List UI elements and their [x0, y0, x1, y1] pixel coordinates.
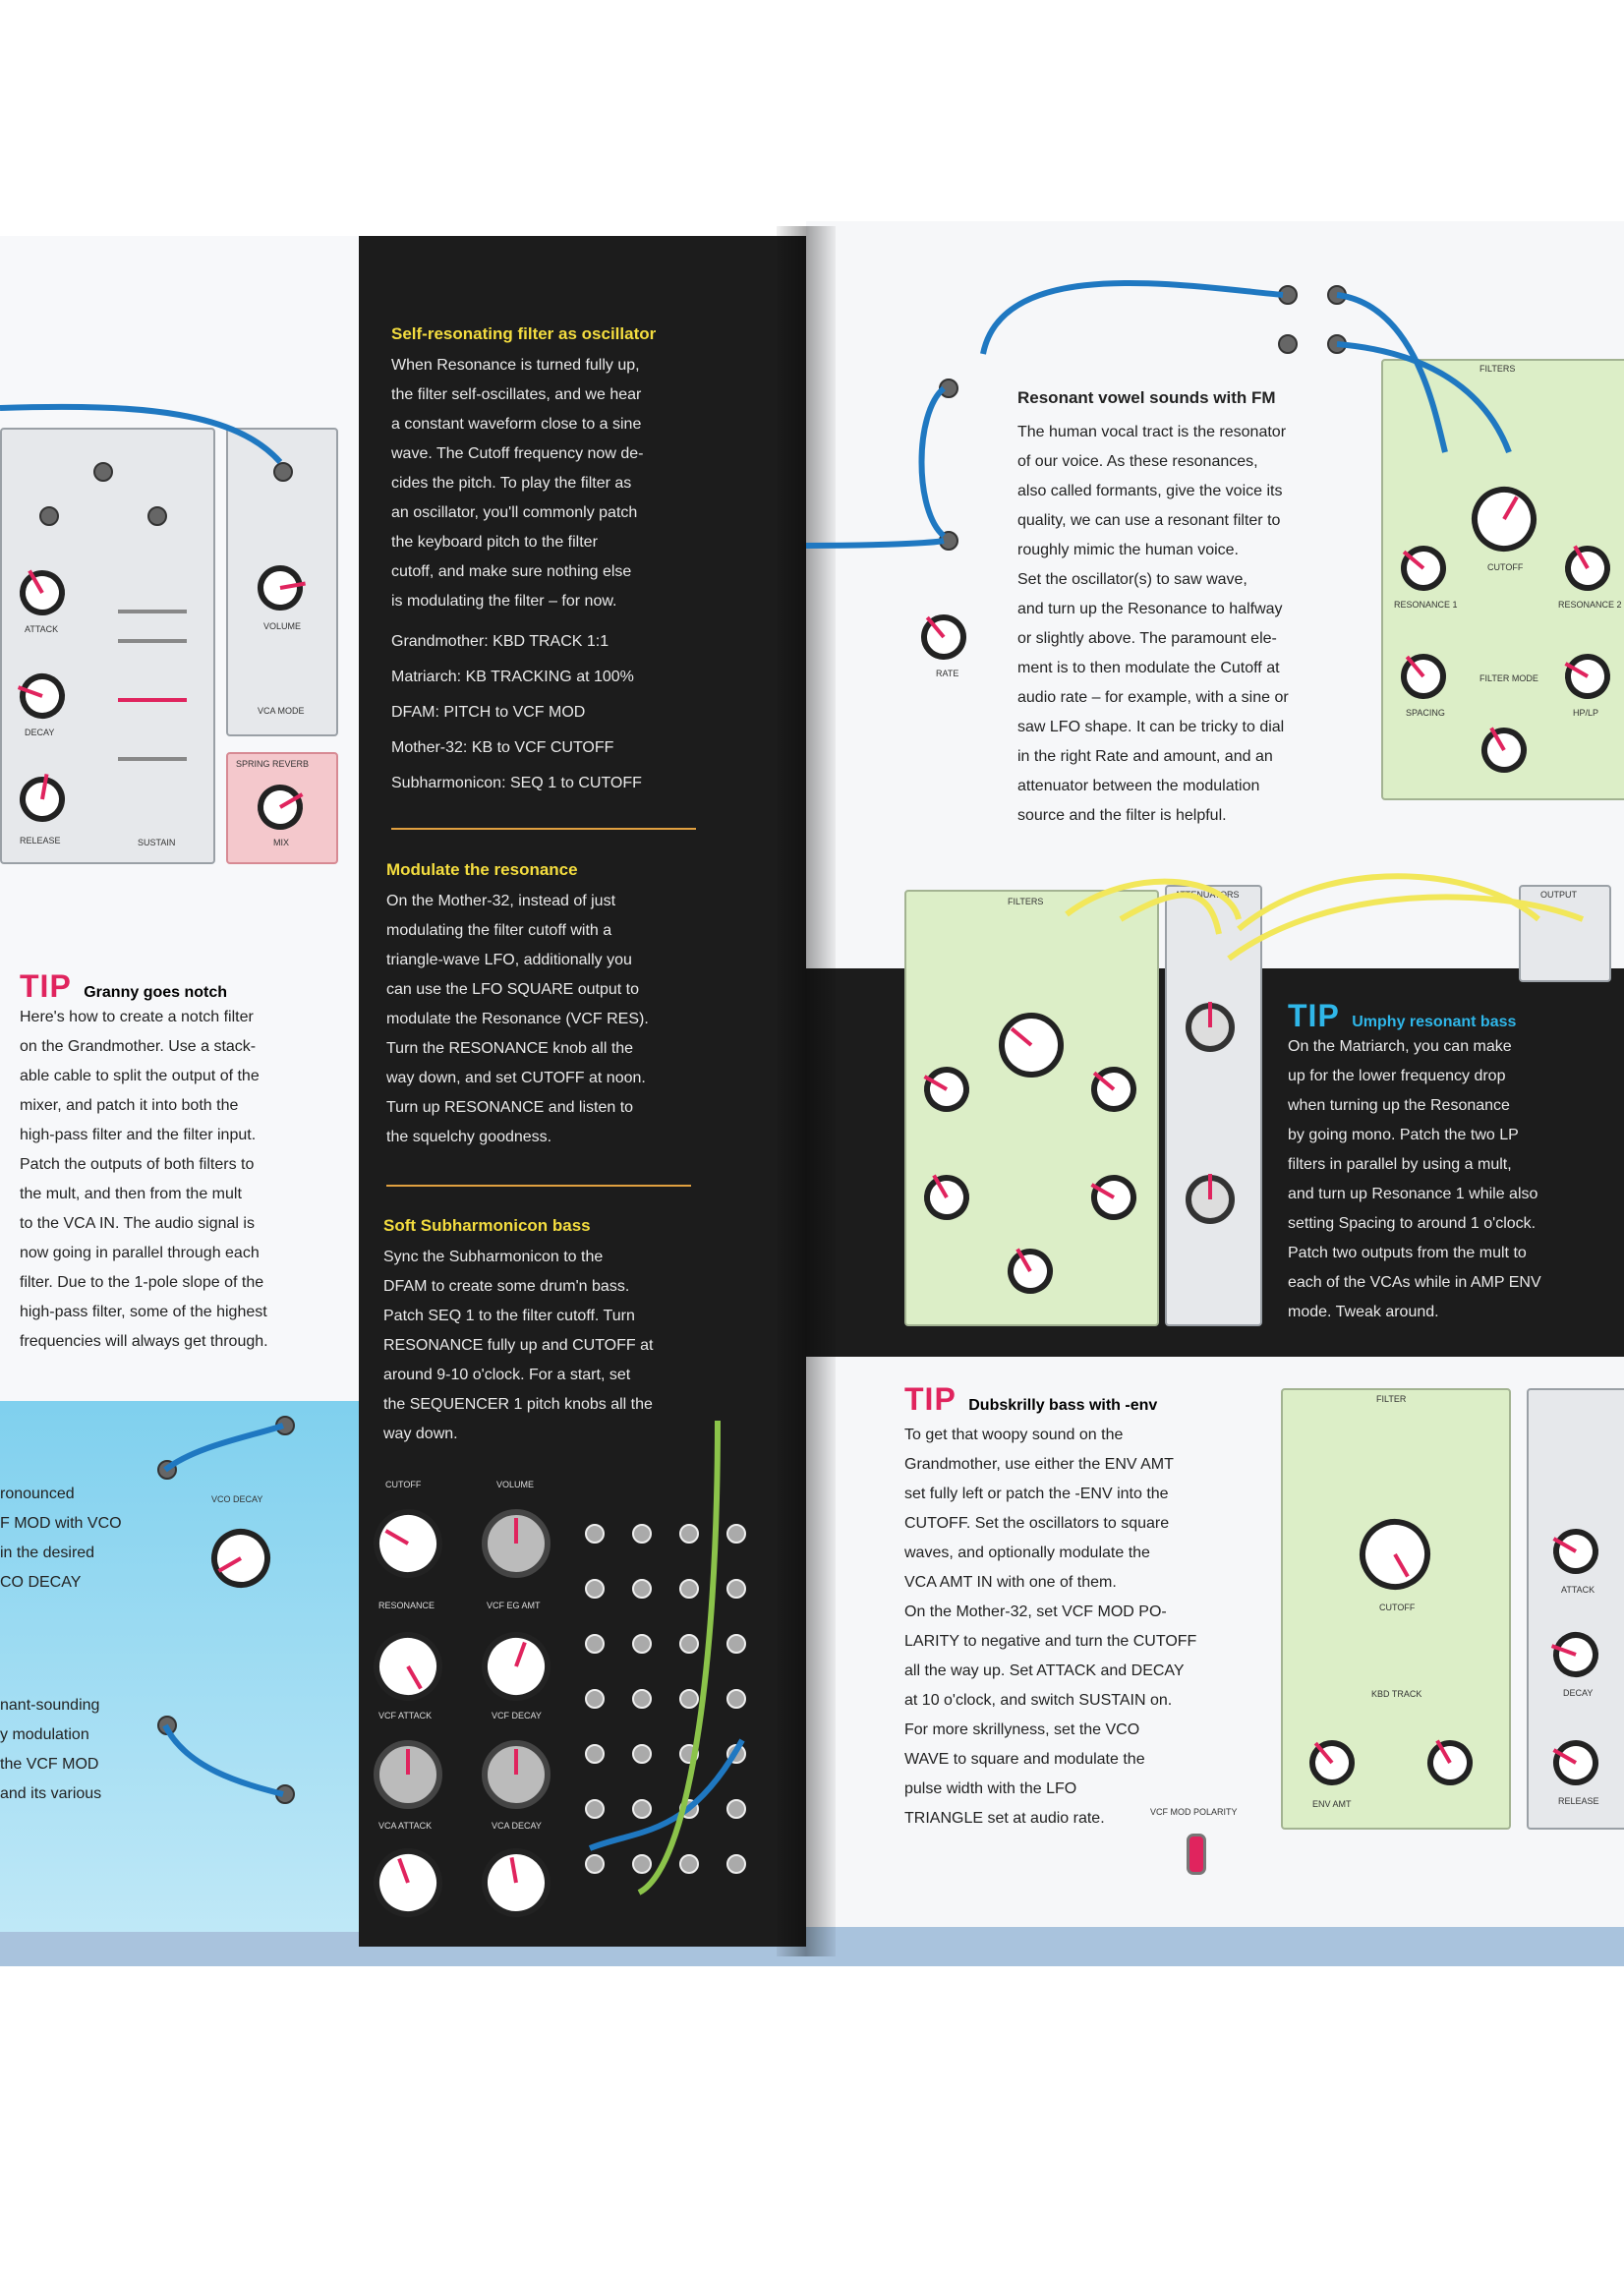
attack-label: ATTACK	[1561, 1585, 1595, 1595]
blue-cable[interactable]	[922, 388, 945, 536]
yellow-cable[interactable]	[1121, 895, 1219, 934]
attack-label: ATTACK	[25, 624, 59, 634]
filters-label: FILTERS	[1479, 364, 1516, 374]
tip-label: TIP	[20, 968, 72, 1004]
self-res-body: When Resonance is turned fully up, the filter self-oscillates, and we hear a constant waveform close to a sine wave. The Cutoff frequency now de- cides the pitch. To play the filter as an oscillator, you'll commonly patch the keyboard pitch to the filter cutoff, and make sure nothing else is modulating the filter – for now.	[391, 357, 644, 610]
resonance2-label: RESONANCE 2	[1558, 600, 1622, 610]
soft-sub-heading: Soft Subharmonicon bass	[383, 1216, 591, 1235]
lp-hp-label: HP/LP	[1573, 708, 1599, 718]
list-item: Matriarch: KB TRACKING at 100%	[391, 669, 634, 685]
panel-label: VCF DECAY	[492, 1711, 542, 1720]
filter-mode-label: FILTER MODE	[1479, 673, 1538, 683]
release-label: RELEASE	[1558, 1796, 1599, 1806]
output-label: OUTPUT	[1540, 890, 1577, 900]
modulate-body: On the Mother-32, instead of just modulating the filter cutoff with a triangle-wave LFO, additionally you can use the LFO SQUARE output to modulate the Resonance (VCF RES). Turn the RESONANCE knob all the way down, and set CUTOFF at noon. Turn up RESONANCE and listen to the squelchy goodness.	[386, 893, 649, 1145]
panel-label: VCF ATTACK	[378, 1711, 433, 1720]
tip-title: Dubskrilly bass with -env	[968, 1397, 1158, 1414]
vca-mode-label: VCA MODE	[258, 706, 305, 716]
decay-label: DECAY	[25, 728, 55, 737]
spring-reverb-label: SPRING REVERB	[236, 759, 310, 769]
tip-umphy-body: On the Matriarch, you can make up for the lower frequency drop when turning up the Resonance by going mono. Patch the two LP filters in parallel by using a mult, and turn up Resonance 1 while also setting Spacing to around 1 o'clock. Patch two outputs from the mult to each of the VCAs while in AMP ENV mode. Tweak around.	[1288, 1038, 1541, 1320]
green-cable[interactable]	[639, 1421, 718, 1893]
panel-label: VOLUME	[496, 1480, 535, 1489]
vowel-body: The human vocal tract is the resonator of our voice. As these resonances, also called formants, give the voice its quality, we can use a resonant filter to roughly mimic the human voice. Set the oscillator(s) to saw wave, and turn up the Resonance to halfway or slightly above. The paramount ele- ment is to then modulate the Cutoff at audio rate – for example, with a sine or saw LFO shape. It can be tricky to dial in the right Rate and amount, and an attenuator between the modulation source and the filter is helpful.	[1017, 424, 1289, 824]
list-item: Subharmonicon: SEQ 1 to CUTOFF	[391, 775, 642, 791]
self-res-heading: Self-resonating filter as oscillator	[391, 324, 657, 343]
spacing-label: SPACING	[1406, 708, 1445, 718]
blue-cable[interactable]	[1337, 295, 1445, 452]
blue-cable[interactable]	[0, 407, 280, 462]
tip-title: Granny goes notch	[84, 984, 228, 1001]
decay-label: DECAY	[1563, 1688, 1594, 1698]
tip-label: TIP	[1288, 998, 1340, 1033]
panel-label: RESONANCE	[378, 1601, 435, 1610]
blue-box-text-a: ronounced F MOD with VCO in the desired CO DECAY	[0, 1486, 122, 1591]
list-item: Mother-32: KB to VCF CUTOFF	[391, 739, 614, 756]
kbd-track-label: KBD TRACK	[1371, 1689, 1422, 1699]
blue-cable[interactable]	[1337, 344, 1509, 452]
panel-label: VCA DECAY	[492, 1821, 542, 1831]
mix-label: MIX	[273, 838, 290, 847]
blue-cable[interactable]	[590, 1740, 742, 1848]
env-amt-label: ENV AMT	[1312, 1799, 1352, 1809]
blue-cable[interactable]	[983, 283, 1283, 354]
attenuators-label: ATTENUATORS	[1175, 890, 1240, 900]
list-item: Grandmother: KBD TRACK 1:1	[391, 633, 609, 650]
cutoff-label: CUTOFF	[1379, 1603, 1416, 1612]
blue-cable[interactable]	[165, 1725, 283, 1794]
panel-label: CUTOFF	[385, 1480, 422, 1489]
vcf-mod-polarity-label: VCF MOD POLARITY	[1150, 1807, 1238, 1817]
yellow-cable[interactable]	[1229, 897, 1583, 959]
list-item: DFAM: PITCH to VCF MOD	[391, 704, 586, 721]
filter-label: FILTER	[1376, 1394, 1407, 1404]
volume-label: VOLUME	[263, 621, 302, 631]
blue-cable[interactable]	[165, 1426, 283, 1470]
modulate-heading: Modulate the resonance	[386, 860, 578, 879]
vowel-heading: Resonant vowel sounds with FM	[1017, 388, 1276, 407]
cutoff-label: CUTOFF	[1487, 562, 1524, 572]
tip-dubskrilly-body: To get that woopy sound on the Grandmother, use either the ENV AMT set fully left or patch the -ENV into the CUTOFF. Set the oscillators to square waves, and optionally modulate the VCA AMT IN with one of them. On the Mother-32, set VCF MOD PO- LARITY to negative and turn the CUTOFF all the way up. Set ATTACK and DECAY at 10 o'clock, and switch SUSTAIN on. For more skrillyness, set the VCO WAVE to square and modulate the pulse width with the LFO TRIANGLE set at audio rate.	[904, 1427, 1197, 1827]
soft-sub-body: Sync the Subharmonicon to the DFAM to create some drum'n bass. Patch SEQ 1 to the filter cutoff. Turn RESONANCE fully up and CUTOFF at around 9-10 o'clock. For a start, set the SEQUENCER 1 pitch knobs all the way down.	[383, 1249, 654, 1442]
vco-decay-label: VCO DECAY	[211, 1494, 263, 1504]
tip-title: Umphy resonant bass	[1352, 1014, 1517, 1030]
tip-label: TIP	[904, 1381, 957, 1417]
filters-label: FILTERS	[1008, 897, 1044, 906]
tip-granny-body: Here's how to create a notch filter on the Grandmother. Use a stack- able cable to split the output of the mixer, and patch it into both the high-pass filter and the filter input. Patch the outputs of both filters to the mult, and then from the mult to the VCA IN. The audio signal is now going in parallel through each filter. Due to the 1-pole slope of the high-pass filter, some of the highest frequencies will always get through.	[20, 1009, 268, 1350]
sustain-label: SUSTAIN	[138, 838, 176, 847]
blue-cable[interactable]	[806, 541, 944, 546]
rate-label: RATE	[936, 669, 959, 678]
blue-box-text-b: nant-sounding y modulation the VCF MOD and its various	[0, 1697, 102, 1802]
panel-label: VCA ATTACK	[378, 1821, 433, 1831]
panel-label: VCF EG AMT	[487, 1601, 541, 1610]
release-label: RELEASE	[20, 836, 61, 845]
resonance1-label: RESONANCE 1	[1394, 600, 1458, 610]
